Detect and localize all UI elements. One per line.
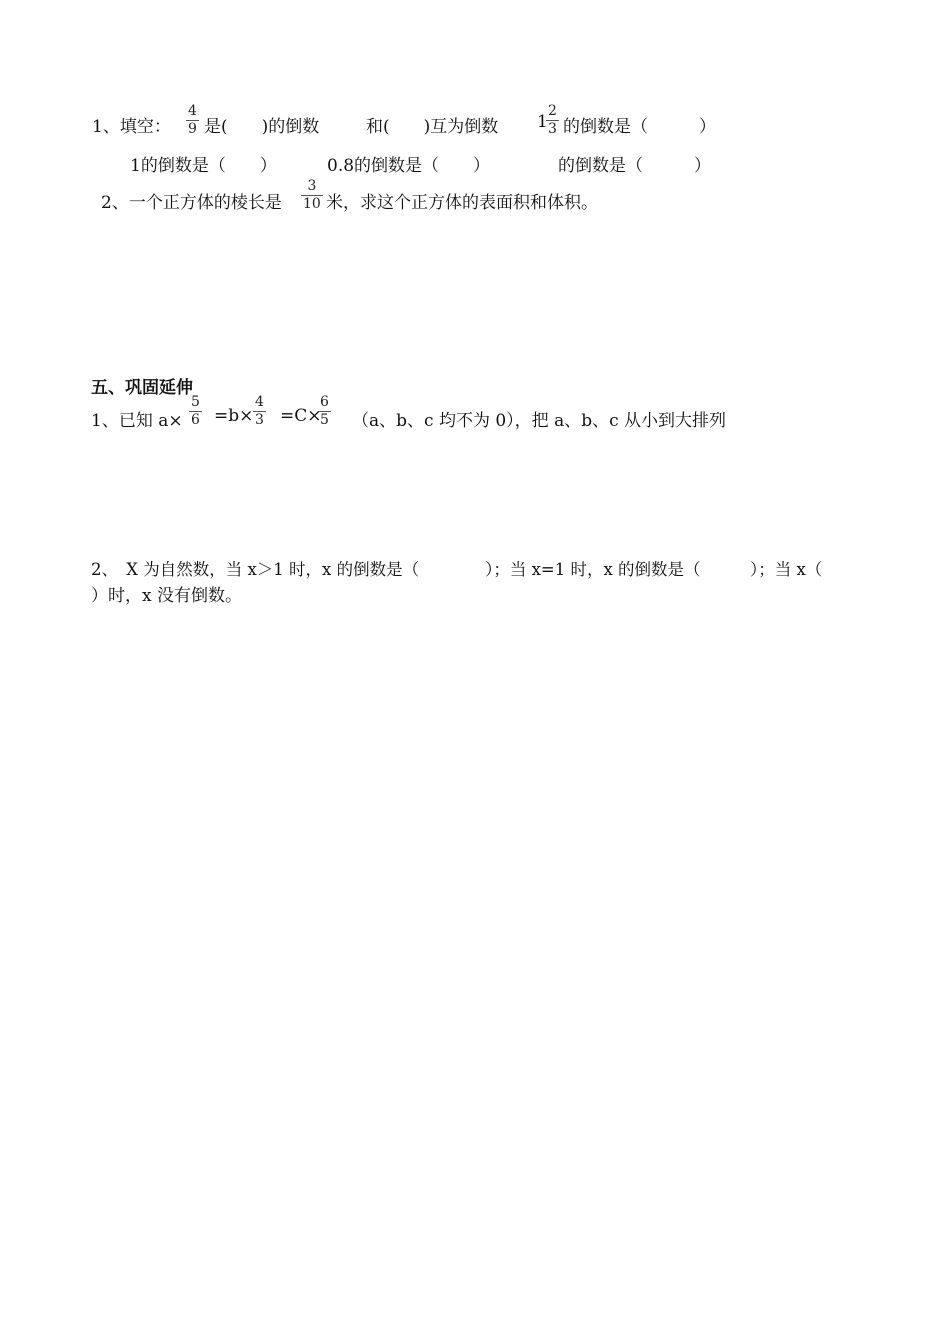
fraction-2-3: 2 3 [548,103,557,137]
blank-text-1: 是( )的倒数 [204,117,320,137]
blank-text-2: 和( )互为倒数 [366,117,499,137]
ordering-text-2: =b× [214,406,254,426]
reciprocal-line-2: ）时，x 没有倒数。 [91,586,242,606]
cube-question-text-1: 2、一个正方体的棱长是 [101,193,282,213]
fraction-3-10: 3 10 [303,178,321,212]
fraction-4-9: 4 9 [188,103,197,137]
reciprocal-line-1: 2、 X 为自然数，当 x＞1 时，x 的倒数是（ ）；当 x=1 时，x 的倒数是（ ）；当 x（ [91,560,823,579]
mixed-whole: 1 [537,112,548,132]
section-heading: 五、巩固延伸 [91,378,193,398]
ordering-text-1: 1、已知 a× [91,411,183,431]
fraction-5-6: 5 6 [191,394,200,428]
blank-text-4: 1的倒数是（ ） [130,156,277,176]
blank-text-6: 的倒数是（ ） [558,156,711,176]
ordering-text-3: =C× [280,406,322,426]
ordering-text-4: （a、b、c 均不为 0），把 a、b、c 从小到大排列 [352,411,727,431]
fraction-6-5: 6 5 [320,394,329,428]
blank-text-5: 0.8的倒数是（ ） [327,156,491,176]
cube-question-text-2: 米，求这个正方体的表面积和体积。 [326,193,598,213]
fraction-4-3: 4 3 [255,394,264,428]
blank-text-3: 的倒数是（ ） [563,117,716,137]
question-label: 1、填空： [92,117,171,137]
